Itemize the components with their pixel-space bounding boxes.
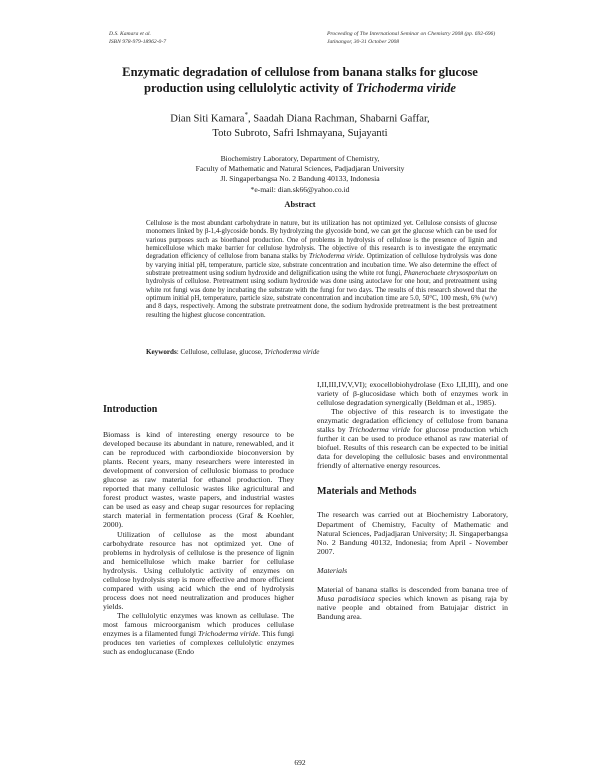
abstract-species-1: Trichoderma viride — [309, 253, 363, 261]
intro-p3-b: . This fungi produces ten varieties of complexes cellulolytic enzymes such as endoglucanase (Endo — [103, 629, 295, 657]
materials-species: Musa paradisiaca — [317, 593, 375, 603]
page-number: 692 — [294, 758, 306, 767]
running-header-left — [109, 30, 166, 46]
keywords-species: Trichoderma viride — [264, 348, 320, 356]
title-line-2-text: production using cellulolytic activity of — [143, 81, 357, 95]
keywords-label: Keywords — [146, 348, 177, 356]
header-author: D.S. Kamara et al. — [109, 31, 151, 37]
abstract-part-c: on hydrolysis of cellulose. Pretreatment using sodium hydroxide was done using autoclave for one hour, and pretreatment using white rot fungi was done by incubating the substrate with the fungi for two days. The results of this research showed that the optimum initial pH, temperature, particle size, substrate concentration and incubation time are 5.0, 50°C, 100 mesh, 6% (w/v) and 8 days, respectively. Among the substrate pretreatment done, the sodium hydroxide pretreatment is the best pretreatment resulting the highest glucose concentration. — [146, 270, 498, 319]
title-species: Trichoderma viride — [356, 81, 457, 95]
author-list — [100, 108, 500, 141]
header-place-date: Jatinangor, 30-31 October 2008 — [327, 39, 400, 45]
intro-paragraph-3 — [103, 611, 294, 656]
header-proceeding: Proceeding of The International Seminar on Chemistry 2008 (pp. 692-696) — [327, 31, 496, 37]
paper-title — [80, 64, 520, 96]
methods-heading: Materials and Methods — [317, 486, 417, 498]
abstract-species-2: Phanerochaete chrysosporium — [403, 270, 489, 278]
affil-faculty: Faculty of Mathematic and Natural Sciences, Padjadjaran University — [195, 164, 405, 174]
corresponding-mark: * — [244, 111, 248, 119]
intro-paragraph-2: Utilization of cellulose as the most abundant carbohydrate resource has not optimized yet. One of problems in hydrolysis of cellulose is the presence of lignin and hemicellulose which make barrier for cellulase hydrolysis. Using cellulolytic activity of enzymes on cellulose hydrolysis step is more effective and more efficient compared with using acid which the end of hydrolysis process does not need neutralization and produces higher yields. — [103, 529, 294, 611]
intro-paragraph-1: Biomass is kind of interesting energy resource to be developed because its abundant in nature, renewabled, and it can be reproduced with carbondioxide bioconversion by plants. Recent years, many researchers were interested in development of conversion of cellulosic biomass to produce glucose as raw material for ethanol production. They reported that many cellulosic wastes like agricultural and forest product wastes, waste papers, and industrial wastes can be used as easy and cheap sugar resources for replacing starch material in fermentation process (Graf & Koehler, 2000). — [103, 430, 294, 530]
right-column — [317, 380, 508, 621]
intro-p3-a: The cellulolytic enzymes was known as cellulase. The most famous microorganism which produces cellulase enzymes is a filamented fungi — [103, 610, 294, 639]
affil-email: *e-mail: dian.sk66@yahoo.co.id — [250, 184, 350, 194]
intro-p5-species: Trichoderma viride — [348, 425, 411, 435]
intro-paragraph-5 — [317, 407, 508, 470]
intro-p3-species: Trichoderma viride — [198, 629, 259, 639]
intro-paragraph-4: I,II,III,IV,V,VI); exocellobiohydrolase (Exo I,II,III), and one variety of β-glucosidase which both of enzymes work in cellulose degradation synergically (Beldman et al., 1985). — [317, 380, 508, 408]
title-line-1: Enzymatic degradation of cellulose from banana stalks for glucose — [122, 65, 478, 79]
authors-rest-1: , Saadah Diana Rachman, Shabarni Gaffar, — [247, 113, 430, 125]
abstract-part-b: . Optimization of cellulose hydrolysis was done by varying initial pH, temperature, particle size, substrate concentration and incubation time. We also determine the effect of substrate pretreatment using sodium hydroxide and delignification using the white rot fungi, — [146, 253, 497, 278]
authors-line-2: Toto Subroto, Safri Ishmayana, Sujayanti — [212, 127, 388, 139]
materials-b: species which known as pisang raja by native people and obtained from Batujajar district in Bandung area. — [317, 593, 508, 621]
methods-paragraph-1: The research was carried out at Biochemistry Laboratory, Department of Chemistry, Faculty of Mathematic and Natural Sciences, Padjadjaran University; Jl. Singaperbangsa No. 2 Bandung 40132, Indonesia; from April - November 2007. — [317, 510, 508, 556]
introduction-heading: Introduction — [103, 404, 158, 415]
title-line-2 — [80, 80, 520, 96]
abstract-part-a: Cellulose is the most abundant carbohydrate in nature, but its utilization has not optimized yet. Cellulose consists of glucose monomers linked by β-1,4-glycoside bonds. By hydrolyzing the glycoside bond, we can get the glucose which can be used for various purposes such as bioethanol production. One of problems in hydrolysis of cellulose is the presence of lignin and hemicellulose which make barrier for cellulose hydrolysis. The objective of this research is to investigate the enzymatic degradation efficiency of cellulose from banana stalks by — [146, 220, 497, 261]
running-header-right — [327, 30, 547, 46]
abstract-body — [146, 220, 497, 320]
keywords — [146, 348, 497, 357]
author-first: Dian Siti Kamara — [170, 113, 245, 125]
intro-p5-b: for glucose production which further it can be used to produce ethanol as raw material of biofuel. Results of this research can be expected to be initial data for developing the cellulosic bases and environmental friendly of alternative energy resources. — [317, 425, 509, 471]
authors-line-1 — [100, 108, 500, 127]
affil-address: Jl. Singaperbangsa No. 2 Bandung 40133, Indonesia — [220, 174, 380, 184]
intro-p5-a: The objective of this research is to investigate the enzymatic degradation efficiency of cellulose from banana stalks by — [317, 407, 508, 435]
materials-a: Material of banana stalks is descended from banana tree of — [317, 584, 508, 594]
keywords-text: : Cellulose, cellulase, glucose, — [176, 348, 265, 356]
affiliation — [100, 154, 500, 195]
materials-paragraph — [317, 585, 508, 621]
materials-subheading: Materials — [317, 565, 348, 575]
abstract-heading: Abstract — [284, 200, 316, 209]
affil-lab: Biochemistry Laboratory, Department of Chemistry, — [220, 154, 380, 163]
header-isbn: ISBN 978-979-18962-0-7 — [109, 39, 167, 45]
left-column — [103, 404, 294, 656]
